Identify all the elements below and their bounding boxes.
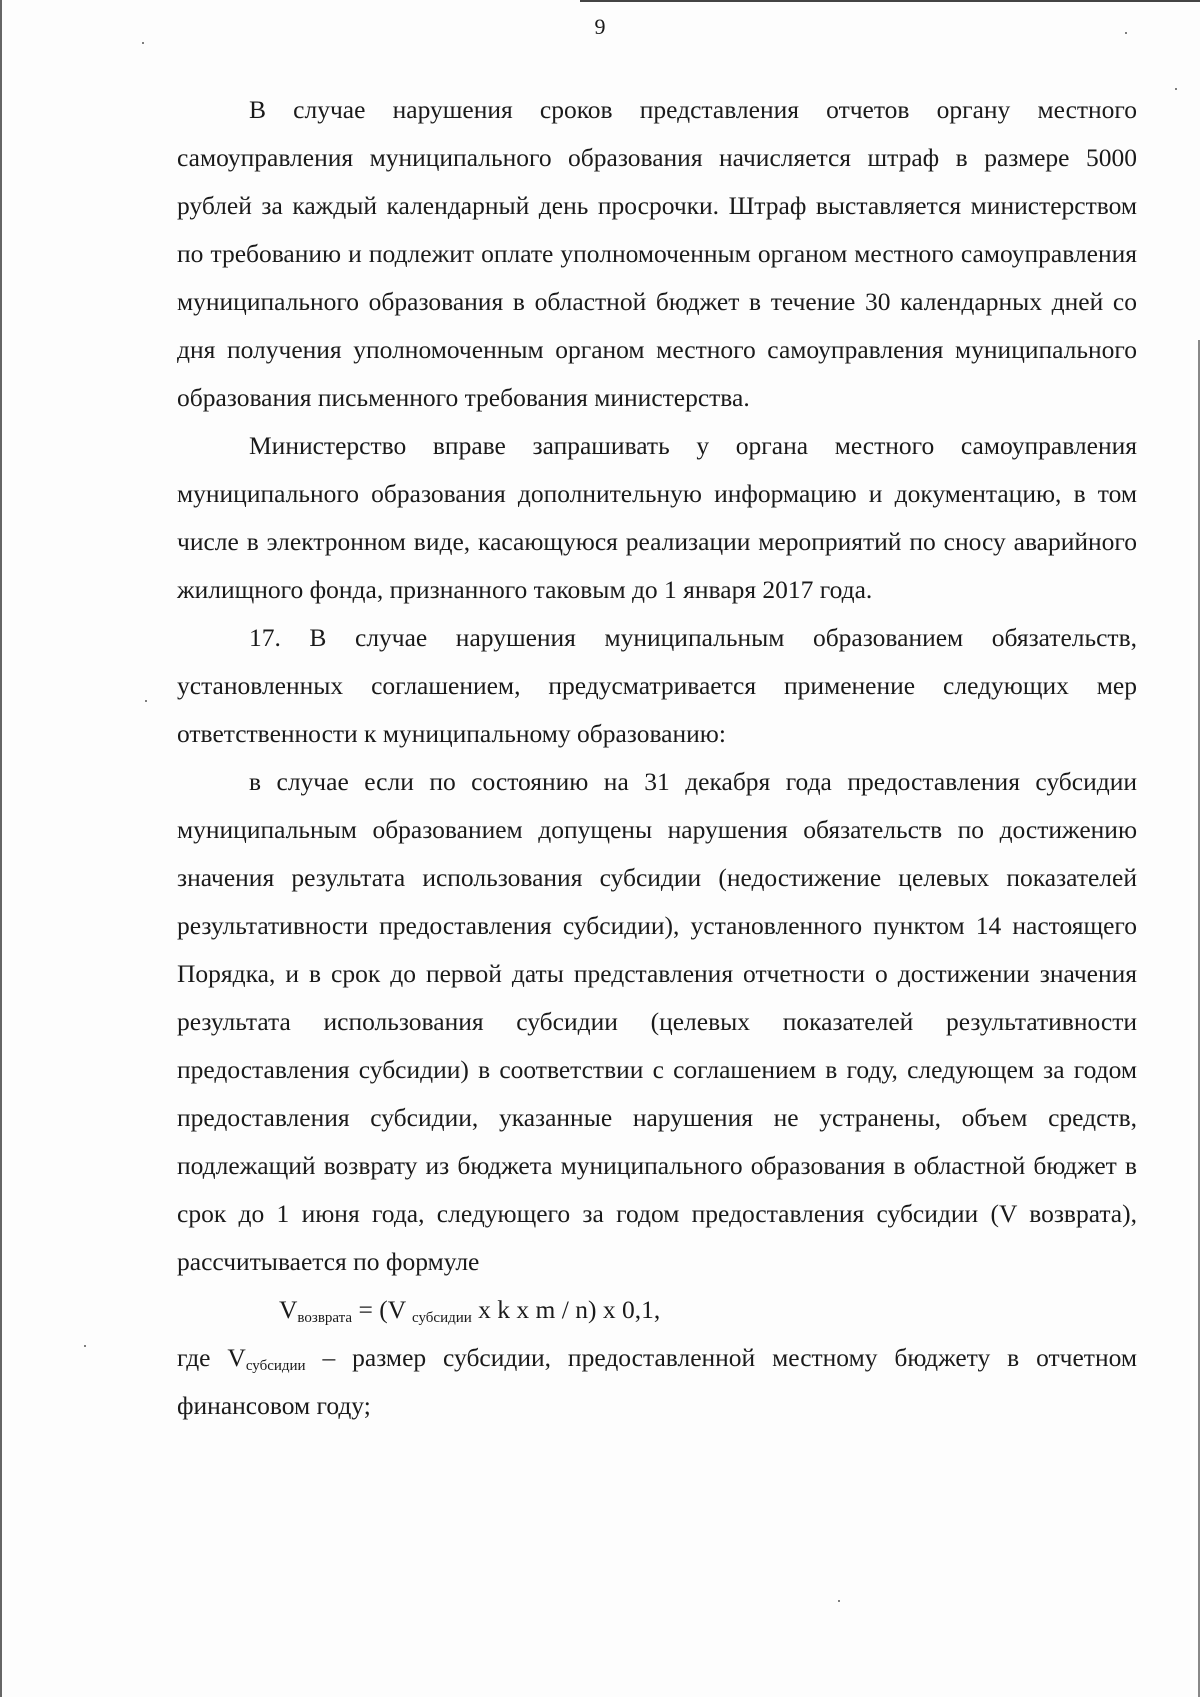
refund-formula (177, 1286, 1137, 1334)
definition-prefix: где V (177, 1343, 246, 1372)
scan-speck (1175, 88, 1177, 90)
paragraph-refund-condition: в случае если по состоянию на 31 декабря года предоставления субсидии муниципальным образованием допущены нарушения обязательств по достижению значения результата использования субсидии (недостижение целевых показателей результативности предоставления субсидии), установленного пунктом 14 настоящего Порядка, и в срок до первой даты представления отчетности о достижении значения результата использования субсидии (целевых показателей результативности предоставления субсидии) в соответствии с соглашением в году, следующем за годом предоставления субсидии, указанные нарушения не устранены, объем средств, подлежащий возврату из бюджета муниципального образования в областной бюджет в срок до 1 июня года, следующего за годом предоставления субсидии (V возврата), рассчитывается по формуле (177, 767, 1137, 1276)
scan-speck (142, 42, 144, 44)
formula-rhs-subscript: субсидии (412, 1310, 472, 1326)
scan-speck (838, 1600, 840, 1602)
scan-speck (84, 1345, 86, 1347)
document-body (177, 86, 1137, 1430)
definition-subscript: субсидии (245, 1358, 306, 1374)
definition-text: – размер субсидии, предоставленной местному бюджету в отчетном финансовом году; (177, 1343, 1137, 1420)
formula-lhs-subscript: возврата (297, 1310, 353, 1326)
scan-speck (145, 700, 147, 702)
formula-eq-open: = (V (352, 1295, 413, 1324)
paragraph-ministry-request: Министерство вправе запрашивать у органа местного самоуправления муниципального образования дополнительную информацию и документацию, в том числе в электронном виде, касающуюся реализации мероприятий по сносу аварийного жилищного фонда, признанного таковым до 1 января 2017 года. (177, 431, 1137, 604)
formula-definition (177, 1334, 1137, 1430)
page-number: 9 (594, 14, 606, 39)
scan-edge-top (580, 0, 1200, 2)
scan-edge-left (0, 0, 2, 1697)
formula-lhs-symbol: V (279, 1295, 298, 1324)
paragraph-fine: В случае нарушения сроков представления отчетов органу местного самоуправления муниципального образования начисляется штраф в размере 5000 рублей за каждый календарный день просрочки. Штраф выставляется министерством по требованию и подлежит оплате уполномоченным органом местного самоуправления муниципального образования в областной бюджет в течение 30 календарных дней со дня получения уполномоченным органом местного самоуправления муниципального образования письменного требования министерства. (177, 95, 1137, 412)
paragraph-17-liability: 17. В случае нарушения муниципальным образованием обязательств, установленных соглашением, предусматривается применение следующих мер ответственности к муниципальному образованию: (177, 623, 1137, 748)
formula-rhs-tail: x k x m / n) x 0,1, (471, 1295, 661, 1324)
